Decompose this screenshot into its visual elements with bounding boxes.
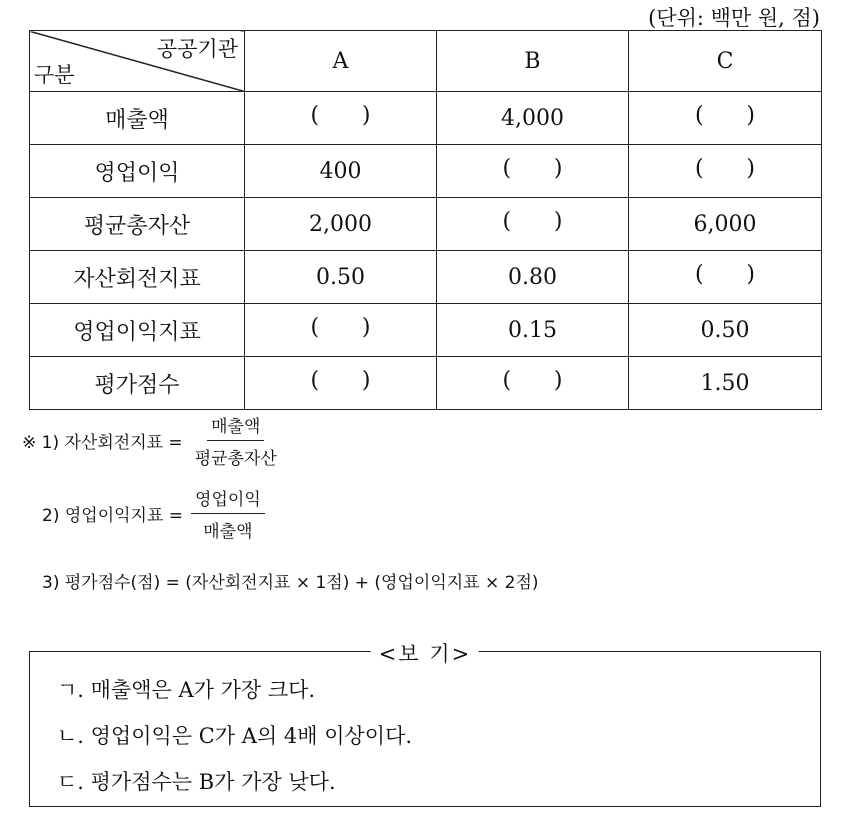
note-1-denominator: 평균총자산: [194, 449, 277, 469]
example-item-3: ㄷ. 평가점수는 B가 가장 낮다.: [57, 770, 336, 794]
table-header-row: [30, 31, 822, 92]
table-cell: [437, 357, 629, 410]
blank-value: ( ): [502, 367, 563, 393]
blank-value: ( ): [502, 208, 563, 234]
table-cell: 400: [245, 145, 437, 198]
note-2-denominator: 매출액: [203, 522, 253, 542]
corner-bottom-label: 구분: [34, 63, 75, 87]
table-cell: [629, 251, 822, 304]
corner-top-label: 공공기관: [156, 37, 238, 61]
blank-value: ( ): [502, 155, 563, 181]
column-header-c: C: [629, 31, 822, 92]
note-2: [42, 485, 265, 542]
examples-title: <보 기>: [371, 638, 479, 668]
table-row: [30, 357, 822, 410]
row-label: 자산회전지표: [30, 251, 245, 304]
note-1-prefix: ※ 1) 자산회전지표 =: [22, 433, 183, 453]
corner-cell: [30, 31, 245, 92]
table-cell: [437, 145, 629, 198]
table-cell: [245, 304, 437, 357]
blank-value: ( ): [310, 102, 371, 128]
column-header-a: A: [245, 31, 437, 92]
blank-value: ( ): [310, 367, 371, 393]
table-row: [30, 92, 822, 145]
table-cell: 0.50: [629, 304, 822, 357]
note-1: [22, 412, 281, 469]
examples-box: [29, 642, 821, 807]
column-header-b: B: [437, 31, 629, 92]
table-row: [30, 145, 822, 198]
table-cell: 0.15: [437, 304, 629, 357]
table-cell: [245, 357, 437, 410]
note-1-numerator: 매출액: [207, 412, 264, 441]
row-label: 평균총자산: [30, 198, 245, 251]
table-cell: 4,000: [437, 92, 629, 145]
table-cell: 0.50: [245, 251, 437, 304]
table-cell: 6,000: [629, 198, 822, 251]
note-1-fraction: [191, 412, 281, 469]
row-label: 영업이익: [30, 145, 245, 198]
blank-value: ( ): [695, 261, 755, 287]
blank-value: ( ): [695, 102, 755, 128]
row-label: 영업이익지표: [30, 304, 245, 357]
note-3: 3) 평가점수(점) = (자산회전지표 × 1점) + (영업이익지표 × 2점): [42, 573, 539, 593]
table-cell: [245, 92, 437, 145]
table-body: [30, 92, 822, 410]
note-2-numerator: 영업이익: [191, 485, 265, 514]
table-cell: [437, 198, 629, 251]
example-item-1: ㄱ. 매출액은 A가 가장 크다.: [57, 678, 316, 702]
table-cell: 2,000: [245, 198, 437, 251]
note-2-fraction: [191, 485, 265, 542]
table-cell: 1.50: [629, 357, 822, 410]
table-cell: [629, 145, 822, 198]
table-cell: 0.80: [437, 251, 629, 304]
note-2-prefix: 2) 영업이익지표 =: [42, 506, 184, 526]
row-label: 매출액: [30, 92, 245, 145]
unit-label: (단위: 백만 원, 점): [648, 6, 820, 30]
table-row: [30, 304, 822, 357]
blank-value: ( ): [310, 314, 371, 340]
table-row: [30, 251, 822, 304]
blank-value: ( ): [695, 155, 755, 181]
data-table: [29, 30, 822, 410]
example-item-2: ㄴ. 영업이익은 C가 A의 4배 이상이다.: [57, 724, 413, 748]
table-row: [30, 198, 822, 251]
table-cell: [629, 92, 822, 145]
row-label: 평가점수: [30, 357, 245, 410]
